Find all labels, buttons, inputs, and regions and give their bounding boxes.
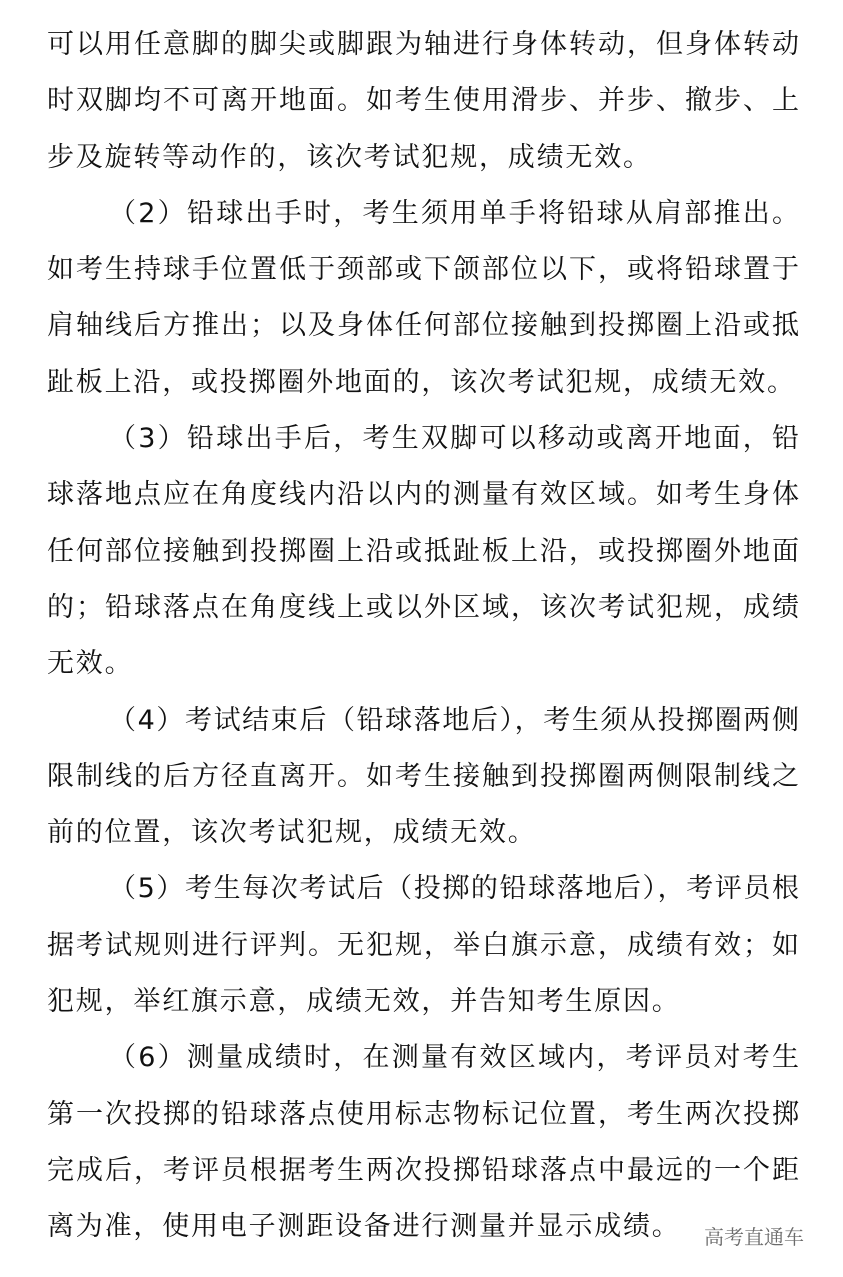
text-line: 无效。 — [47, 648, 134, 680]
paragraph — [47, 186, 799, 411]
text-line: （4）考试结束后（铅球落地后），考生须从投掷圈两侧 — [109, 704, 799, 736]
text-line: （6）测量成绩时，在测量有效区域内，考评员对考生 — [109, 1042, 799, 1074]
text-line: 任何部位接触到投掷圈上沿或抵趾板上沿，或投掷圈外地面 — [47, 535, 799, 567]
text-line: 可以用任意脚的脚尖或脚跟为轴进行身体转动，但身体转动 — [47, 29, 799, 60]
text-line: 离为准，使用电子测距设备进行测量并显示成绩。 — [47, 1211, 681, 1243]
text-line: 如考生持球手位置低于颈部或下颌部位以下，或将铅球置于 — [47, 254, 799, 286]
paragraph — [47, 1030, 799, 1255]
document-body — [47, 17, 799, 1256]
paragraph — [47, 17, 799, 186]
text-line: 第一次投掷的铅球落点使用标志物标记位置，考生两次投掷 — [47, 1098, 799, 1130]
paragraph — [47, 861, 799, 1030]
text-line: 步及旋转等动作的，该次考试犯规，成绩无效。 — [47, 141, 652, 173]
text-line: 前的位置，该次考试犯规，成绩无效。 — [47, 817, 537, 849]
text-line: 完成后，考评员根据考生两次投掷铅球落点中最远的一个距 — [47, 1154, 799, 1186]
text-line: 的；铅球落点在角度线上或以外区域，该次考试犯规，成绩 — [47, 591, 799, 623]
text-line: 肩轴线后方推出；以及身体任何部位接触到投掷圈上沿或抵 — [47, 310, 799, 342]
paragraph — [47, 693, 799, 862]
text-line: 时双脚均不可离开地面。如考生使用滑步、并步、撤步、上 — [47, 85, 799, 117]
watermark: 高考直通车 — [704, 1225, 804, 1249]
paragraph — [47, 411, 799, 692]
text-line: （2）铅球出手时，考生须用单手将铅球从肩部推出。 — [109, 197, 799, 229]
text-line: 犯规，举红旗示意，成绩无效，并告知考生原因。 — [47, 986, 681, 1018]
text-line: 据考试规则进行评判。无犯规，举白旗示意，成绩有效；如 — [47, 929, 799, 961]
text-line: 限制线的后方径直离开。如考生接触到投掷圈两侧限制线之 — [47, 760, 799, 792]
text-line: （3）铅球出手后，考生双脚可以移动或离开地面，铅 — [109, 423, 799, 455]
text-line: 趾板上沿，或投掷圈外地面的，该次考试犯规，成绩无效。 — [47, 366, 796, 398]
text-line: （5）考生每次考试后（投掷的铅球落地后），考评员根 — [109, 873, 799, 905]
text-line: 球落地点应在角度线内沿以内的测量有效区域。如考生身体 — [47, 479, 799, 511]
